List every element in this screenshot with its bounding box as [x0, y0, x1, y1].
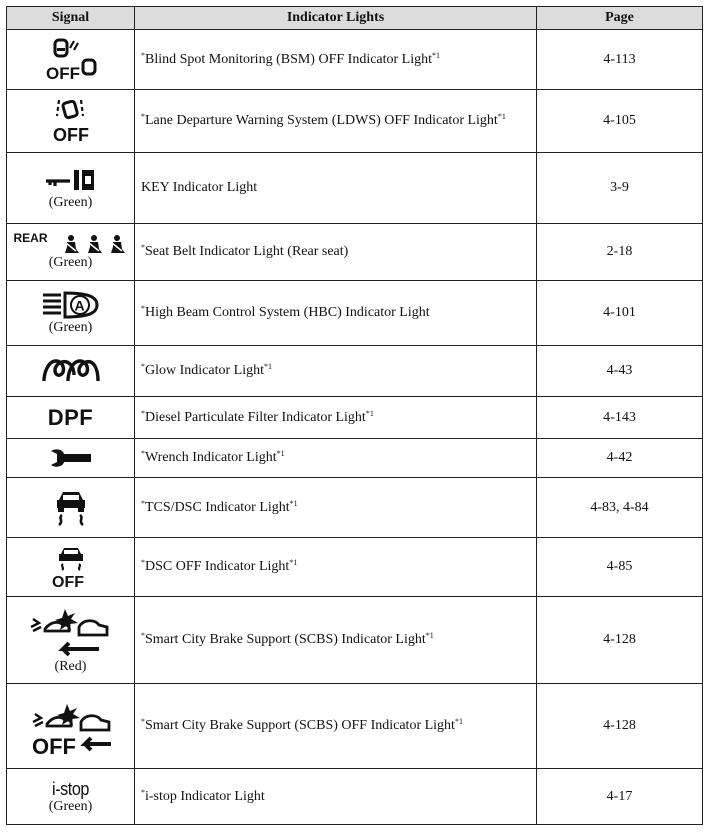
page-cell: 4-43	[537, 346, 703, 397]
indicator-label: Glow Indicator Light	[145, 363, 264, 378]
signal-cell	[7, 281, 135, 346]
scbs-icon	[29, 605, 113, 659]
indicator-label: High Beam Control System (HBC) Indicator Light	[145, 305, 430, 320]
note-marker: *	[141, 558, 145, 567]
signal-cell	[7, 153, 135, 224]
table-row	[7, 439, 703, 478]
indicator-lights-table	[6, 6, 703, 825]
signal-column-header: Signal	[7, 7, 135, 30]
indicator-cell	[135, 281, 537, 346]
i-stop-icon: i-stop	[52, 778, 89, 799]
signal-color-caption: (Green)	[48, 798, 93, 814]
note-marker: *	[141, 304, 145, 313]
signal-cell	[7, 439, 135, 478]
signal-cell	[7, 538, 135, 597]
page-cell: 4-105	[537, 90, 703, 153]
indicator-label: Diesel Particulate Filter Indicator Light	[145, 409, 366, 425]
indicator-cell	[135, 397, 537, 439]
table-row	[7, 224, 703, 281]
indicator-label: DSC OFF Indicator Light	[145, 559, 290, 574]
table-row	[7, 538, 703, 597]
note-marker: *	[141, 498, 145, 508]
rear-seat-belt-icon	[62, 233, 128, 255]
svg-text:OFF: OFF	[52, 125, 89, 144]
indicator-cell	[135, 346, 537, 397]
footnote-marker: *1	[276, 449, 285, 458]
indicator-cell	[135, 769, 537, 825]
table-row	[7, 30, 703, 90]
note-marker: *	[141, 50, 145, 60]
indicator-cell	[135, 153, 537, 224]
footnote-marker: *1	[425, 631, 434, 640]
indicator-label: Wrench Indicator Light	[145, 450, 277, 465]
page-cell: 2-18	[537, 224, 703, 281]
page-cell: 4-17	[537, 769, 703, 825]
dsc-off-icon	[49, 546, 93, 588]
footnote-marker: *1	[365, 408, 374, 418]
page-cell: 4-128	[537, 684, 703, 769]
signal-color-caption: (Green)	[48, 255, 93, 270]
table-row	[7, 478, 703, 538]
page-cell: 4-143	[537, 397, 703, 439]
indicator-label: i-stop Indicator Light	[145, 788, 265, 804]
signal-color-caption: (Green)	[48, 320, 93, 335]
note-marker: *	[141, 449, 145, 458]
bsm-off-icon	[43, 38, 99, 82]
svg-text:OFF: OFF	[45, 63, 80, 82]
indicator-label: Smart City Brake Support (SCBS) OFF Indicator Light	[145, 718, 455, 733]
note-marker: *	[141, 631, 145, 640]
signal-color-caption: (Green)	[48, 195, 93, 210]
signal-cell	[7, 346, 135, 397]
page-cell: 4-42	[537, 439, 703, 478]
indicator-label: Lane Departure Warning System (LDWS) OFF Indicator Light	[145, 113, 498, 128]
indicator-label: Seat Belt Indicator Light (Rear seat)	[145, 244, 349, 259]
glow-icon	[42, 357, 100, 385]
signal-color-caption: (Red)	[54, 659, 87, 674]
scbs-off-icon	[29, 696, 113, 756]
indicator-cell	[135, 597, 537, 684]
footnote-marker: *1	[289, 498, 298, 508]
indicator-cell	[135, 684, 537, 769]
indicator-cell	[135, 30, 537, 90]
note-marker: *	[141, 787, 145, 797]
key-icon	[44, 165, 98, 195]
footnote-marker: *1	[432, 50, 441, 60]
indicator-label: TCS/DSC Indicator Light	[145, 499, 290, 515]
tcs-dsc-icon	[54, 488, 88, 528]
table-header-row	[7, 7, 703, 30]
note-marker: *	[141, 243, 145, 252]
indicator-cell	[135, 224, 537, 281]
note-marker: *	[141, 112, 145, 121]
svg-text:OFF: OFF	[31, 734, 76, 756]
page-cell: 4-83, 4-84	[537, 478, 703, 538]
signal-cell	[7, 769, 135, 825]
indicator-cell	[135, 538, 537, 597]
signal-cell	[7, 478, 135, 538]
ldws-off-icon	[51, 98, 91, 144]
high-beam-control-icon	[41, 290, 101, 320]
table-row	[7, 153, 703, 224]
page-cell: 4-85	[537, 538, 703, 597]
table-row	[7, 597, 703, 684]
svg-text:OFF: OFF	[51, 574, 84, 588]
table-row	[7, 90, 703, 153]
footnote-marker: *1	[454, 717, 463, 726]
note-marker: *	[141, 408, 145, 418]
page-cell: 4-101	[537, 281, 703, 346]
svg-text:A: A	[74, 297, 85, 314]
page-cell: 3-9	[537, 153, 703, 224]
table-row	[7, 397, 703, 439]
signal-cell	[7, 684, 135, 769]
indicator-label: Blind Spot Monitoring (BSM) OFF Indicator Light	[145, 51, 433, 67]
indicator-column-header: Indicator Lights	[135, 7, 537, 30]
footnote-marker: *1	[497, 112, 506, 121]
indicator-cell	[135, 478, 537, 538]
table-row	[7, 346, 703, 397]
signal-cell	[7, 90, 135, 153]
dpf-icon: DPF	[47, 404, 94, 430]
note-marker: *	[141, 717, 145, 726]
page-column-header: Page	[537, 7, 703, 30]
indicator-label: KEY Indicator Light	[141, 180, 258, 195]
wrench-icon	[49, 448, 93, 468]
note-marker: *	[141, 362, 145, 371]
signal-cell	[7, 597, 135, 684]
footnote-marker: *1	[289, 558, 298, 567]
indicator-cell	[135, 439, 537, 478]
footnote-marker: *1	[263, 362, 272, 371]
indicator-cell	[135, 90, 537, 153]
page-cell: 4-128	[537, 597, 703, 684]
table-row	[7, 281, 703, 346]
table-row	[7, 769, 703, 825]
indicator-label: Smart City Brake Support (SCBS) Indicator Light	[145, 632, 426, 647]
page-cell: 4-113	[537, 30, 703, 90]
signal-cell	[7, 30, 135, 90]
signal-cell	[7, 224, 135, 281]
signal-cell	[7, 397, 135, 439]
table-row	[7, 684, 703, 769]
rear-label: REAR	[13, 231, 48, 245]
